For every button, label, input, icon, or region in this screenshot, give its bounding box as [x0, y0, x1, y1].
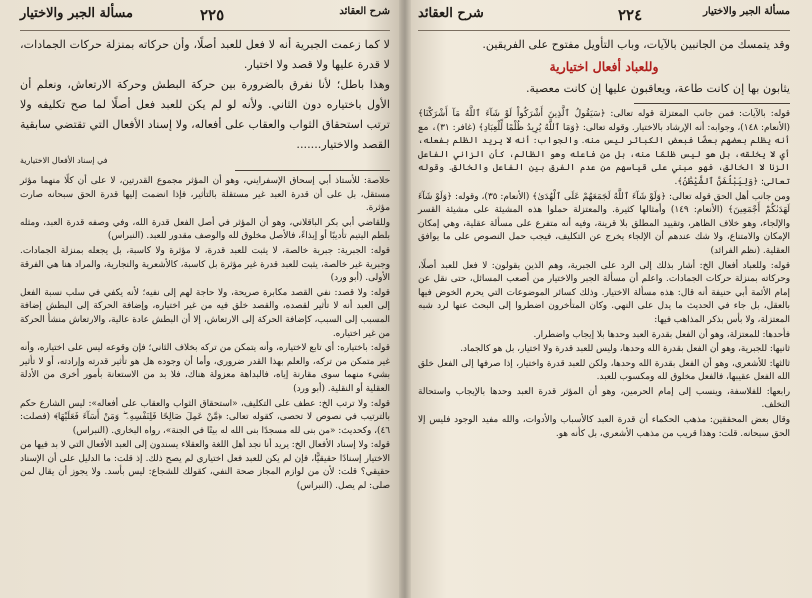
- footnote: قوله: ولا قصد: نفي القصد مكابرة صريحة، ولا حاجة لهم إلى نفيه؛ لأنه يكفي في سلب نسبة الفعل إلى العبد أنه لا تأثير لقصده، والقصد خلق فيه من غير اختياره، وإضافة الحركة إلى البطش إضافة المسبب إلى السبب، كإضافة الحركة إلى الارتعاش، إلا أن البطش عادة عالية، والارتعاش منشأ الحركة من غير اختياره.: [20, 287, 390, 339]
- chapter-subheading: وللعباد أفعال اختيارية: [549, 59, 659, 74]
- main-paragraph-caption: في إسناد الأفعال الاختيارية: [20, 156, 108, 165]
- footnote: قوله: وللعباد أفعال الخ: أشار بذلك إلى الرد على الجبرية، وهم الذين يقولون: لا فعل للعبد أصلًا، وحركاته بمنزلة حركات الجمادات. واعلم أن مسألة الجبر والاختيار من أصعب المسائل، حتى نقل عن إمام الأئمة أبي حنيفة أنه قال: هذه مسألة الاختيار. وذلك كسائر الموضوعات التي يحرم الخوض فيها بالعقل، بل جاء في الحديث ما يدل على النهي. وكان المتأخرون اضطروا إلى البحث عنها لرد شبه المعتزلة، ولا بأس بذكر المذاهب فيها:: [418, 260, 790, 325]
- main-paragraph: وهذا باطل؛ لأنا نفرق بالضرورة بين حركة البطش وحركة الارتعاش، ونعلم أن الأول باختياره دون الثاني. ولأنه لو لم يكن للعبد فعل أصلًا لما صح تكليفه ولا ترتب استحقاق الثواب والعقاب على أفعاله، ولا إسناد الأفعال التي تقتضي سابقية القصد والاختيار.......: [20, 78, 390, 151]
- footnote: ثالثها: للأشعري، وهو أن الفعل بقدرة الله وحدها، ولكن للعبد قدرة واختيار، إذا صرفها إلى الفعل خلق الله الفعل عقيبها، فالفعل مخلوق لله ومكسوب للعبد.: [418, 358, 790, 383]
- page-number: ٢٢٥: [200, 6, 225, 24]
- footnote: خلاصة: للأستاذ أبي إسحاق الإسفرايني، وهو أن المؤثر مجموع القدرتين، لا على أن كلًا منهما مؤثر مستقل، بل على أن قدرة العبد غير مستقلة بالتأثير، فإذا انضمت إليها قدرة الحق سبحانه صارت مؤثرة.: [20, 176, 390, 214]
- main-paragraph: لا كما زعمت الجبرية أنه لا فعل للعبد أصلًا، وأن حركاته بمنزلة حركات الجمادات، لا قدرة عليها ولا قصد ولا اختيار.: [20, 38, 390, 71]
- footnotes: [418, 108, 790, 441]
- main-text: [20, 35, 390, 166]
- footnote: رابعها: للفلاسفة، وينسب إلى إمام الحرمين، وهو أن المؤثر قدرة العبد وحدها بالإيجاب واستحالة التخلف.: [418, 386, 790, 411]
- footnote: ثانيها: للجبرية، وهو أن الفعل بقدرة الله وحدها، وليس للعبد قدرة ولا اختيار، بل هو كالجماد.: [460, 344, 790, 355]
- left-page: [6, 0, 400, 598]
- section-title: شرح العقائد: [339, 6, 390, 17]
- main-text: [418, 35, 790, 99]
- footnote: قوله: بالآيات: فمن جانب المعتزلة قوله تعالى: ﴿سَيَقُولُ ٱلَّذِينَ أَشْرَكُواْ لَوْ شَآءَ ٱللَّهُ مَآ أَشْرَكْنَا﴾ (الأنعام: ١٤٨)، وجوابه: أنه الإرشاد بالاختيار. وقوله تعالى: ﴿وَمَا ٱللَّهُ يُرِيدُ ظُلْمًا لِّلْعِبَادِ﴾ (غافر: ٣١)، مع أنه يظلم بعضهم بعضًا فبعض الكبائر ليس منه. والجواب: أنه لا يريد الظلم بفعله، أي لا يخلقه، بل هو ليس ظلمًا منه، بل من فاعله وهو الظالم، كأن الزاني الفاعل الزنا لا الخالق، فهو مبني على قياسهم من عدم الفرق بين الفاعل والخالق. وقوله تعالى: ﴿وَلِيَبْلُغَنَّ ٱلشَّيْطَٰنُ﴾.: [418, 109, 790, 187]
- footnote: وللقاضي أبي بكر الباقلاني، وهو أن المؤثر في أصل الفعل قدرة الله، وفي وصفه قدرة العبد، ومثله بلطم اليتيم تأديبًا أو إيذاءً، فالأصل مخلوق لله والوصف مقدور للعبد. (النبراس): [20, 217, 390, 242]
- section-title: مسألة الجبر والاختيار: [703, 6, 790, 17]
- footnote: وقال بعض المحققين: مذهب الحكماء أن قدرة العبد كالأسباب والأدوات، والله مفيد الوجود فليس إلا الحق سبحانه. قلت: وهذا قريب من مذهب الأشعري، بل كأنه هو.: [418, 415, 790, 439]
- footnote: قوله: الجبرية: جبرية خالصة، لا يثبت للعبد قدرة، لا مؤثرة ولا كاسبة، بل يجعله بمنزلة الجمادات. وجبرية غير خالصة، يثبت للعبد قدرة غير مؤثرة بل كاسبة، كالأشعرية والنجارية، والمراد هنا هي الفرقة الأولى. (أبو ورد): [20, 245, 390, 284]
- running-title: مسألة الجبر والاختيار: [20, 6, 133, 21]
- main-paragraph: يثابون بها إن كانت طاعة، ويعاقبون عليها إن كانت معصية.: [526, 82, 790, 95]
- footnote-divider: [634, 103, 790, 104]
- footnote: قوله: ولا إسناد الأفعال الخ: يريد أنا نجد أهل اللغة والعقلاء يسندون إلى العبد الأفعال التي لا بد فيها من الاختيار إسنادًا حقيقيًّا، فإن لم يكن للعبد فعل اختياري لم يصح ذلك. إذ قلت: ما الدليل على أن الإسناد حقيقي؟ قلت: لأن من لوازم المجاز صحة النفي، كقولك للشجاع: ليس بأسد. ولا يجوز أن يقال لمن صلى: لم يصل. (النبراس): [19, 440, 390, 492]
- page-number: ٢٢٤: [618, 6, 643, 24]
- right-page-header: [418, 0, 790, 31]
- running-title: شرح العقائد: [418, 6, 484, 21]
- footnotes: [20, 175, 390, 494]
- main-intro: وقد يتمسك من الجانبين بالآيات، وباب التأويل مفتوح على الفريقين.: [482, 38, 790, 51]
- footnote: فأحدها: للمعتزلة، وهو أن الفعل بقدرة العبد وحدها بلا إيجاب واضطرار.: [533, 329, 790, 340]
- footnote: قوله: باختياره: أي تابع لاختياره، وأنه يتمكن من تركه بخلاف الثاني؛ فإن وقوعه ليس على اختياره، وأنه غير متمكن من تركه، والعلم بهذا القدر ضروري، وأما أن وجوده هل هو تأثير قدرته وإرادته، أو لا تأثير بشيء منهما سوى مقارنة إياه، فالبداهة معزولة هناك، فلا بد من الاستعانة بأمور أخرى من الأدلة العقلية أو النقلية. (أبو ورد): [20, 343, 390, 394]
- footnote-divider: [235, 170, 390, 171]
- footnote: ومن جانب أهل الحق قوله تعالى: ﴿وَلَوْ شَآءَ ٱللَّهُ لَجَمَعَهُمْ عَلَى ٱلْهُدَىٰ﴾ (الأنعام: ٣٥)، وقوله: ﴿وَلَوْ شَآءَ لَهَدَىٰكُمْ أَجْمَعِينَ﴾ (الأنعام: ١٤٩) وأمثالها كثيرة. والمعتزلة حملوا هذه المشيئة على مشيئة القسر والإلجاء، وهو خلاف الظاهر، وتقييد المطلق بلا قرينة، وفيه أنه متفرع على مسألة عقلية، وهي إمكان الإمكان والامتناع، ولا شك عندهم أن الإلجاء يخرج عن التكليف، فيجب حمل النصوص على ما يوافق العقلية. (نظم الفرائد): [418, 191, 790, 256]
- left-page-header: [20, 0, 390, 31]
- footnote: قوله: ولا ترتب الخ: عطف على التكليف، «استحقاق الثواب والعقاب على أفعاله»: ليس الشارع حكم بالترتيب في نصوص لا تحصى، كقوله تعالى: ﴿مَّنْ عَمِلَ صَالِحًا فَلِنَفْسِهِۦ ۖ وَمَنْ أَسَآءَ فَعَلَيْهَا﴾ (فصلت: ٤٦)، وكحديث: «من بنى لله مسجدًا بنى الله له بيتًا في الجنة»، رواه البخاري. (النبراس): [20, 398, 390, 436]
- right-page: [410, 0, 808, 598]
